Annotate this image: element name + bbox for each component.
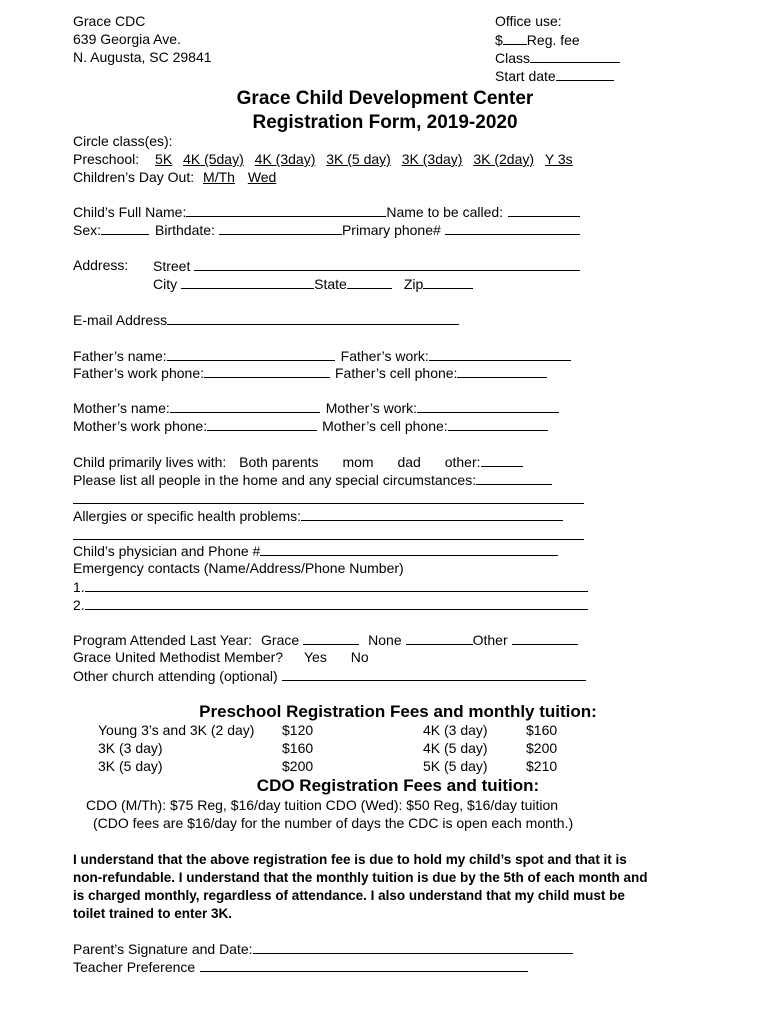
- option-3k-5day[interactable]: 3K (5 day): [326, 151, 391, 167]
- option-cdo-wed[interactable]: Wed: [247, 169, 277, 185]
- fee-right-price-1: $160: [526, 722, 558, 738]
- option-cdo-mth[interactable]: M/Th: [203, 169, 235, 185]
- email-row[interactable]: E-mail Address: [73, 311, 459, 329]
- center-name: Grace CDC: [73, 13, 146, 29]
- street-row[interactable]: Street: [153, 257, 580, 275]
- allergies-row[interactable]: Allergies or specific health problems:: [73, 507, 563, 525]
- fee-right-label-1: 4K (3 day): [423, 722, 488, 738]
- church-row[interactable]: Other church attending (optional): [73, 667, 586, 685]
- lives-with-row: Child primarily lives with: Both parents mom dad other:: [73, 453, 523, 471]
- option-3k-3day[interactable]: 3K (3day): [401, 151, 463, 167]
- office-class[interactable]: Class: [495, 49, 620, 67]
- option-5k[interactable]: 5K: [155, 151, 173, 167]
- emergency-label: Emergency contacts (Name/Address/Phone Number): [73, 560, 404, 576]
- circle-classes-label: Circle class(es):: [73, 133, 173, 149]
- center-city: N. Augusta, SC 29841: [73, 49, 212, 65]
- fee-right-price-2: $200: [526, 740, 558, 756]
- lives-mom[interactable]: mom: [342, 454, 374, 470]
- mother-row-2[interactable]: Mother’s work phone: Mother’s cell phone:: [73, 417, 548, 435]
- fee-right-price-3: $210: [526, 758, 558, 774]
- program-row[interactable]: Program Attended Last Year: Grace None Other: [73, 631, 578, 649]
- sex-birthdate-row[interactable]: Sex: Birthdate: Primary phone#: [73, 221, 580, 239]
- signature-row[interactable]: Parent’s Signature and Date:: [73, 940, 573, 958]
- lives-dad[interactable]: dad: [397, 454, 421, 470]
- fee-left-price-3: $200: [282, 758, 314, 774]
- fee-right-label-2: 4K (5 day): [423, 740, 488, 756]
- cdo-fees-note: (CDO fees are $16/day for the number of days the CDC is open each month.): [93, 815, 574, 831]
- option-4k-3day[interactable]: 4K (3day): [254, 151, 316, 167]
- option-3k-2day[interactable]: 3K (2day): [473, 151, 535, 167]
- office-reg-fee[interactable]: $ Reg. fee: [495, 32, 580, 48]
- methodist-no[interactable]: No: [350, 649, 369, 665]
- mother-row-1[interactable]: Mother’s name: Mother’s work:: [73, 399, 559, 417]
- preschool-row: Preschool: 5K 4K (5day) 4K (3day) 3K (5 day) 3K (3day) 3K (2day) Y 3s: [73, 151, 573, 167]
- agreement-line-2: non-refundable. I understand that the monthly tuition is due by the 5th of each month and: [73, 870, 648, 885]
- methodist-yes[interactable]: Yes: [303, 649, 327, 665]
- methodist-row: Grace United Methodist Member? Yes No: [73, 649, 369, 665]
- lives-other[interactable]: other:: [444, 454, 481, 470]
- preschool-fees-title: Preschool Registration Fees and monthly tuition:: [199, 702, 597, 721]
- people-list-row[interactable]: Please list all people in the home and any special circumstances:: [73, 471, 552, 489]
- form-subtitle: Registration Form, 2019-2020: [252, 112, 518, 133]
- office-start-date[interactable]: Start date: [495, 67, 614, 85]
- agreement-line-3: is charged monthly, regardless of attendance. I also understand that my child must be: [73, 888, 625, 903]
- office-use-title: Office use:: [495, 13, 562, 29]
- child-name-row[interactable]: Child’s Full Name: Name to be called:: [73, 203, 580, 221]
- physician-row[interactable]: Child’s physician and Phone #: [73, 542, 558, 560]
- center-street: 639 Georgia Ave.: [73, 31, 181, 47]
- option-y3s[interactable]: Y 3s: [544, 151, 573, 167]
- allergies-line[interactable]: [73, 539, 584, 540]
- address-label: Address:: [73, 257, 129, 273]
- fee-right-label-3: 5K (5 day): [423, 758, 488, 774]
- city-state-zip-row[interactable]: City State Zip: [153, 275, 473, 293]
- fee-left-label-1: Young 3’s and 3K (2 day): [98, 722, 255, 738]
- lives-both-parents[interactable]: Both parents: [239, 454, 319, 470]
- people-list-line[interactable]: [73, 503, 584, 504]
- fee-left-price-2: $160: [282, 740, 314, 756]
- father-row-2[interactable]: Father’s work phone: Father’s cell phone:: [73, 364, 547, 382]
- fee-left-label-3: 3K (5 day): [98, 758, 163, 774]
- agreement-line-4: toilet trained to enter 3K.: [73, 906, 233, 921]
- agreement-line-1: I understand that the above registration fee is due to hold my child’s spot and that it is: [73, 852, 627, 867]
- form-title: Grace Child Development Center: [236, 88, 534, 109]
- emergency-2-row[interactable]: 2.: [73, 596, 588, 614]
- cdo-fees-title: CDO Registration Fees and tuition:: [256, 776, 540, 795]
- cdo-row: Children’s Day Out: M/Th Wed: [73, 169, 277, 185]
- teacher-preference-row[interactable]: Teacher Preference: [73, 958, 528, 976]
- fee-left-label-2: 3K (3 day): [98, 740, 163, 756]
- fee-left-price-1: $120: [282, 722, 314, 738]
- emergency-1-row[interactable]: 1.: [73, 578, 588, 596]
- father-row-1[interactable]: Father’s name: Father’s work:: [73, 347, 571, 365]
- option-4k-5day[interactable]: 4K (5day): [183, 151, 244, 167]
- cdo-fees-line: CDO (M/Th): $75 Reg, $16/day tuition CDO (Wed): $50 Reg, $16/day tuition: [86, 797, 559, 813]
